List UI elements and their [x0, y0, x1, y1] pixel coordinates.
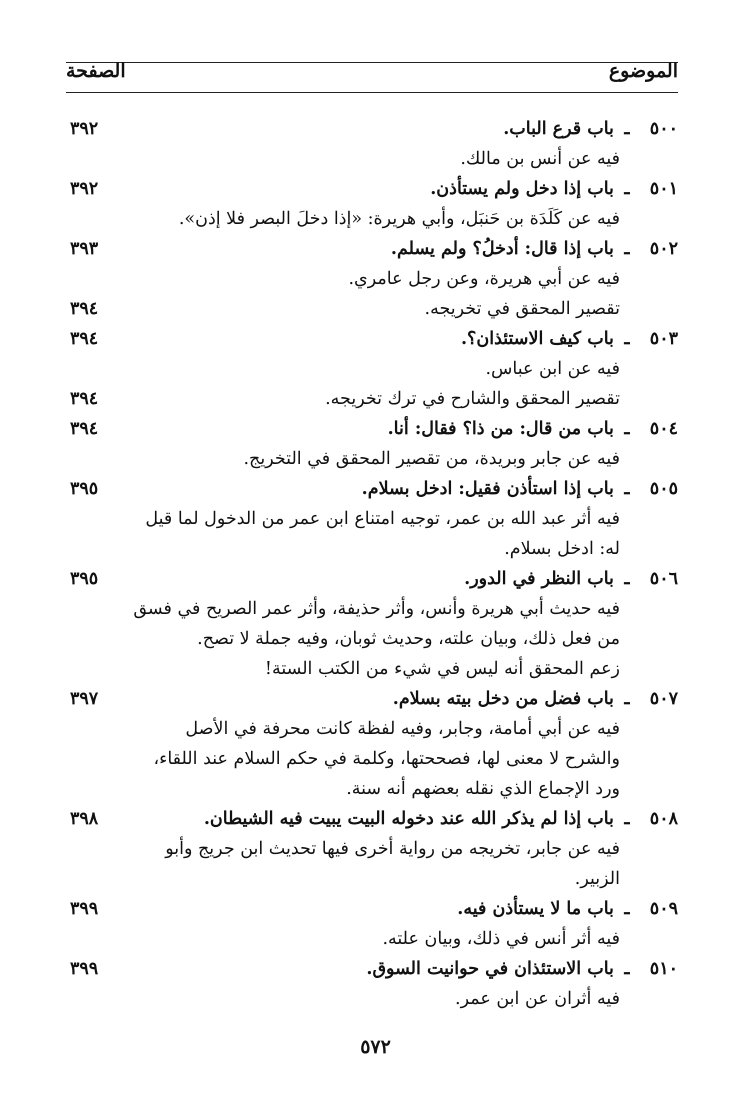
index-entry	[66, 414, 678, 474]
entry-number: ٥٠٣	[649, 329, 678, 349]
entry-note-text: فيه أثر أنس في ذلك، وبيان علته.	[382, 929, 620, 949]
index-entry	[66, 174, 678, 234]
entry-title: باب إذا قال: أدخلُ؟ ولم يسلم.	[390, 239, 614, 259]
entry-page-ref: ٣٩٢	[70, 179, 99, 199]
index-entries	[66, 114, 678, 1014]
entry-page-ref: ٣٩٩	[70, 959, 99, 979]
entry-title: باب إذا دخل ولم يستأذن.	[430, 179, 614, 199]
entry-title-line	[66, 234, 678, 264]
entry-title: باب فضل من دخل بيته بسلام.	[392, 689, 614, 709]
entry-dash: ـ	[624, 809, 630, 829]
entry-note-line	[66, 204, 678, 234]
entry-note-text: فيه أثر عبد الله بن عمر، توجيه امتناع ابن عمر من الدخول لما قيل	[145, 509, 620, 529]
note-page-ref: ٣٩٤	[70, 299, 99, 319]
entry-number: ٥٠٠	[649, 119, 678, 139]
entry-number: ٥٠٨	[649, 809, 678, 829]
entry-note-text: فيه عن أبي هريرة، وعن رجل عامري.	[348, 269, 620, 289]
entry-number: ٥٠٢	[649, 239, 678, 259]
entry-dash: ـ	[624, 179, 630, 199]
entry-title: باب من قال: من ذا؟ فقال: أنا.	[387, 419, 614, 439]
entry-title-line	[66, 114, 678, 144]
entry-title: باب إذا لم يذكر الله عند دخوله البيت يبيت فيه الشيطان.	[203, 809, 614, 829]
entry-note-text: الزبير.	[574, 869, 620, 889]
entry-note-line	[66, 264, 678, 294]
entry-note-text: تقصير المحقق والشارح في ترك تخريجه.	[325, 389, 620, 409]
entry-note-text: فيه عن أبي أمامة، وجابر، وفيه لفظة كانت محرفة في الأصل	[185, 719, 620, 739]
entry-page-ref: ٣٩٤	[70, 329, 99, 349]
entry-note-line	[66, 144, 678, 174]
entry-note-text: من فعل ذلك، وبيان علته، وحديث ثوبان، وفيه جملة لا تصح.	[197, 629, 620, 649]
entry-note-line	[66, 864, 678, 894]
entry-title-line	[66, 414, 678, 444]
entry-dash: ـ	[624, 419, 630, 439]
entry-number: ٥٠١	[649, 179, 678, 199]
entry-note-text: فيه حديث أبي هريرة وأنس، وأثر حذيفة، وأثر عمر الصريح في فسق	[133, 599, 620, 619]
entry-note-line	[66, 924, 678, 954]
index-entry	[66, 114, 678, 174]
index-entry	[66, 234, 678, 324]
entry-page-ref: ٣٩٤	[70, 419, 99, 439]
entry-note-text: فيه عن جابر وبريدة، من تقصير المحقق في التخريج.	[243, 449, 620, 469]
entry-page-ref: ٣٩٥	[70, 569, 99, 589]
page-number: ٥٧٢	[360, 1036, 391, 1058]
entry-note-line	[66, 354, 678, 384]
entry-note-line	[66, 624, 678, 654]
entry-note-line	[66, 984, 678, 1014]
entry-title: باب ما لا يستأذن فيه.	[457, 899, 614, 919]
entry-dash: ـ	[624, 479, 630, 499]
entry-title: باب كيف الاستئذان؟.	[460, 329, 614, 349]
entry-title: باب قرع الباب.	[503, 119, 614, 139]
entry-page-ref: ٣٩٨	[70, 809, 99, 829]
entry-note-line	[66, 594, 678, 624]
index-entry	[66, 474, 678, 564]
entry-note-line	[66, 714, 678, 744]
entry-note-text: فيه أثران عن ابن عمر.	[455, 989, 620, 1009]
entry-page-ref: ٣٩٧	[70, 689, 99, 709]
entry-title-line	[66, 894, 678, 924]
entry-number: ٥٠٥	[649, 479, 678, 499]
note-page-ref: ٣٩٤	[70, 389, 99, 409]
entry-note-text: له: ادخل بسلام.	[504, 539, 620, 559]
entry-note-text: فيه عن ابن عباس.	[485, 359, 620, 379]
entry-page-ref: ٣٩٩	[70, 899, 99, 919]
entry-title-line	[66, 324, 678, 354]
entry-note-text: فيه عن جابر، تخريجه من رواية أخرى فيها تحديث ابن جريج وأبو	[165, 839, 620, 859]
entry-note-line	[66, 504, 678, 534]
entry-note-text: فيه عن كَلَدَة بن حَنبَل، وأبي هريرة: «إذا دخلَ البصر فلا إذن».	[178, 209, 620, 229]
entry-dash: ـ	[624, 329, 630, 349]
entry-note-text: فيه عن أنس بن مالك.	[460, 149, 620, 169]
entry-note-line	[66, 654, 678, 684]
entry-title-line	[66, 174, 678, 204]
entry-title: باب النظر في الدور.	[464, 569, 614, 589]
entry-note-text: ورد الإجماع الذي نقله بعضهم أنه سنة.	[346, 779, 620, 799]
entry-page-ref: ٣٩٢	[70, 119, 99, 139]
entry-title-line	[66, 804, 678, 834]
entry-title-line	[66, 684, 678, 714]
header-bottom-rule	[66, 92, 678, 93]
index-entry	[66, 804, 678, 894]
entry-number: ٥٠٦	[649, 569, 678, 589]
entry-note-line	[66, 534, 678, 564]
entry-note-line	[66, 294, 678, 324]
entry-title: باب الاستئذان في حوانيت السوق.	[366, 959, 614, 979]
entry-number: ٥٠٤	[649, 419, 678, 439]
entry-note-line	[66, 774, 678, 804]
entry-dash: ـ	[624, 899, 630, 919]
entry-dash: ـ	[624, 119, 630, 139]
entry-note-line	[66, 834, 678, 864]
entry-note-text: تقصير المحقق في تخريجه.	[424, 299, 620, 319]
entry-number: ٥١٠	[649, 959, 678, 979]
entry-note-line	[66, 744, 678, 774]
index-entry	[66, 564, 678, 684]
entry-title: باب إذا استأذن فقيل: ادخل بسلام.	[361, 479, 614, 499]
entry-note-text: والشرح لا معنى لها، فصححتها، وكلمة في حكم السلام عند اللقاء،	[153, 749, 620, 769]
index-entry	[66, 894, 678, 954]
entry-number: ٥٠٩	[649, 899, 678, 919]
entry-note-line	[66, 384, 678, 414]
entry-note-text: زعم المحقق أنه ليس في شيء من الكتب الستة!	[264, 659, 620, 679]
entry-page-ref: ٣٩٣	[70, 239, 99, 259]
entry-title-line	[66, 564, 678, 594]
page-column-label: الصفحة	[66, 60, 126, 82]
entry-note-line	[66, 444, 678, 474]
entry-dash: ـ	[624, 689, 630, 709]
index-entry	[66, 324, 678, 414]
entry-dash: ـ	[624, 569, 630, 589]
entry-title-line	[66, 954, 678, 984]
entry-number: ٥٠٧	[649, 689, 678, 709]
topic-column-label: الموضوع	[608, 60, 678, 82]
index-entry	[66, 684, 678, 804]
entry-title-line	[66, 474, 678, 504]
entry-dash: ـ	[624, 239, 630, 259]
entry-dash: ـ	[624, 959, 630, 979]
index-header	[66, 58, 678, 92]
entry-page-ref: ٣٩٥	[70, 479, 99, 499]
index-entry	[66, 954, 678, 1014]
